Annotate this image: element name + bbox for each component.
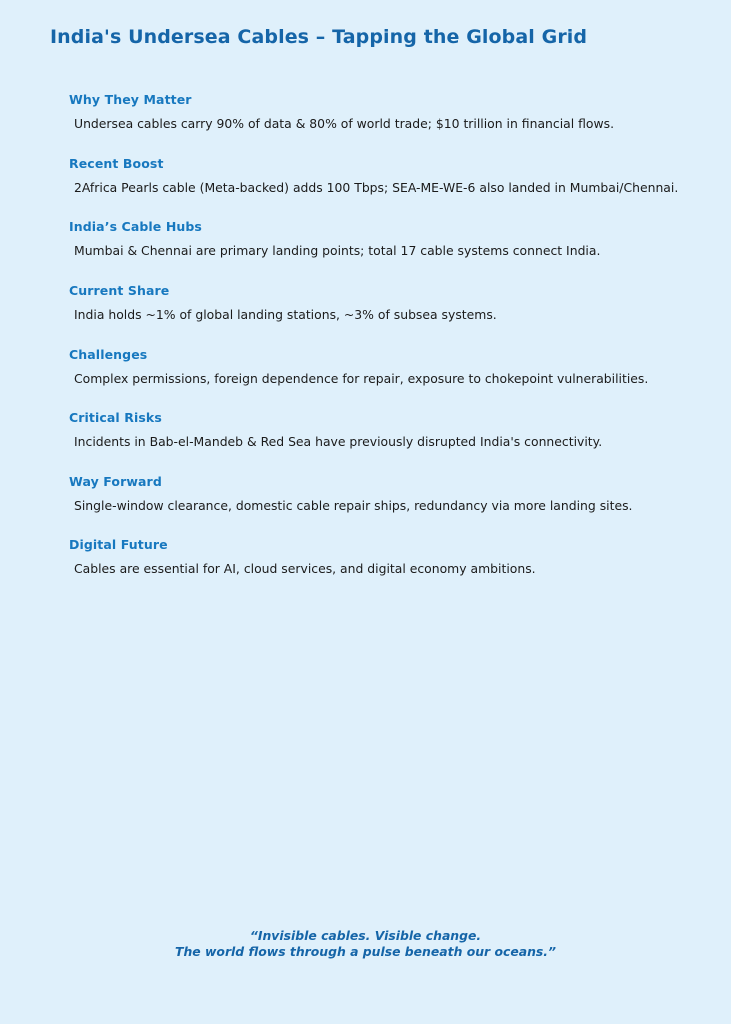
section-heading: Recent Boost xyxy=(69,155,164,171)
footer-quote xyxy=(0,928,731,960)
section-why-they-matter xyxy=(68,92,723,132)
section-body: 2Africa Pearls cable (Meta-backed) adds 100 Tbps; SEA-ME-WE-6 also landed in Mumbai/Chennai. xyxy=(74,179,679,195)
sections-list xyxy=(68,92,723,601)
footer-quote-line-1: “Invisible cables. Visible change. xyxy=(249,928,482,943)
section-body: Single-window clearance, domestic cable repair ships, redundancy via more landing sites. xyxy=(74,497,633,513)
section-body: Cables are essential for AI, cloud services, and digital economy ambitions. xyxy=(74,561,536,577)
page-title: India's Undersea Cables – Tapping the Global Grid xyxy=(50,26,588,48)
section-current-share xyxy=(68,283,723,323)
section-heading: Critical Risks xyxy=(69,410,162,426)
section-critical-risks xyxy=(68,410,723,450)
section-heading: Why They Matter xyxy=(69,92,192,107)
section-body: Incidents in Bab-el-Mandeb & Red Sea have previously disrupted India's connectivity. xyxy=(74,434,603,450)
section-body: Mumbai & Chennai are primary landing points; total 17 cable systems connect India. xyxy=(74,243,601,259)
section-indias-cable-hubs xyxy=(68,219,723,259)
section-heading: Current Share xyxy=(69,282,170,298)
section-heading: India’s Cable Hubs xyxy=(69,219,202,235)
footer-quote-line-2: The world flows through a pulse beneath our oceans.” xyxy=(175,943,556,959)
section-challenges xyxy=(68,347,723,387)
section-heading: Digital Future xyxy=(69,537,168,553)
section-heading: Way Forward xyxy=(69,473,162,489)
section-body: Undersea cables carry 90% of data & 80% of world trade; $10 trillion in financial flows. xyxy=(74,116,615,131)
section-body: India holds ~1% of global landing stations, ~3% of subsea systems. xyxy=(74,306,497,322)
section-way-forward xyxy=(68,474,723,514)
section-heading: Challenges xyxy=(69,346,148,362)
section-body: Complex permissions, foreign dependence for repair, exposure to chokepoint vulnerabilities. xyxy=(74,370,649,386)
section-recent-boost xyxy=(68,156,723,196)
section-digital-future xyxy=(68,537,723,577)
